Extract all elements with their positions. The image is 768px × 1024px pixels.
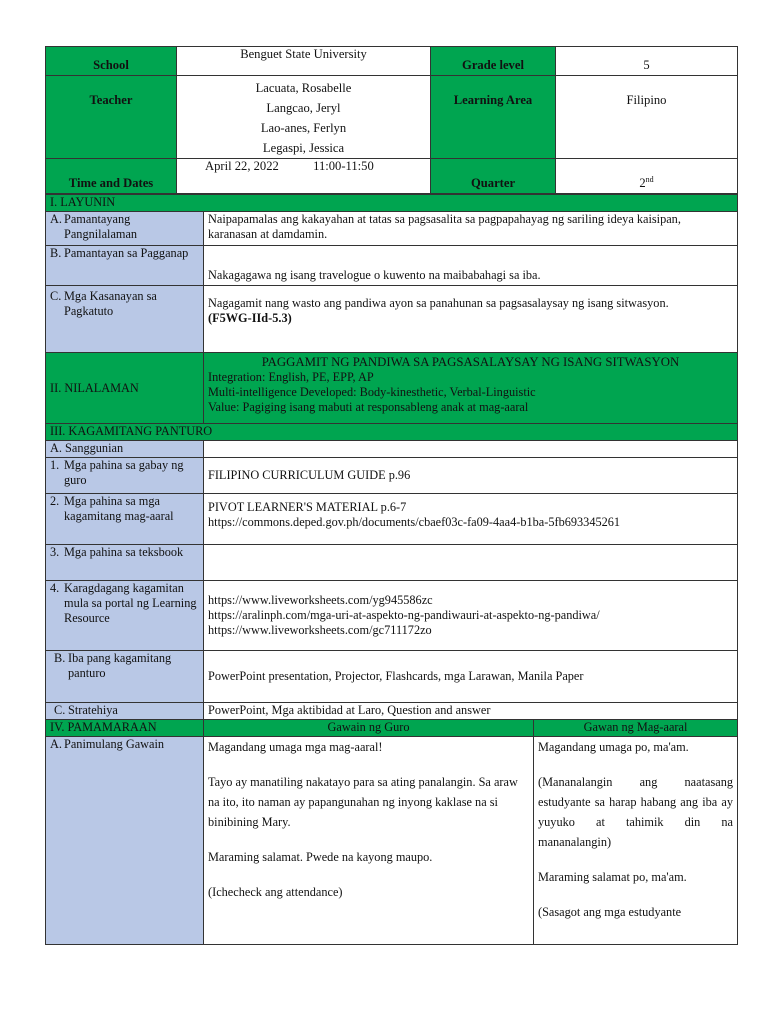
gawain-magaaral-header: Gawan ng Mag-aaral [534, 720, 738, 737]
nilalaman-content [204, 353, 738, 424]
date-value: April 22, 2022 [205, 159, 279, 173]
layunin-a-label: A. Pamantayang Pangnilalaman [46, 212, 204, 246]
teacher-name: Lacuata, Rosabelle [255, 81, 352, 95]
guro-thanks: Maraming salamat. Pwede na kayong maupo. [208, 850, 433, 864]
section-kagamitan-title: III. KAGAMITANG PANTURO [46, 424, 738, 441]
quarter-value: 2nd [556, 159, 738, 194]
quarter-label: Quarter [431, 159, 556, 194]
kagamitang-magaaral-label: 2. Mga pahina sa mga kagamitang mag-aaral [46, 494, 204, 545]
sanggunian-value [204, 441, 738, 458]
layunin-c-label: C. Mga Kasanayan sa Pagkatuto [46, 286, 204, 353]
nilalaman-value: Value: Pagiging isang mabuti at responsableng anak at mag-aaral [208, 400, 529, 414]
section-layunin-title: I. LAYUNIN [46, 195, 738, 212]
learning-area-label: Learning Area [431, 76, 556, 159]
layunin-c-code: (F5WG-IId-5.3) [208, 311, 292, 325]
nilalaman-integration: Integration: English, PE, EPP, AP [208, 370, 374, 384]
gawain-guro-cell [204, 737, 534, 945]
time-value: 11:00-11:50 [313, 159, 374, 173]
sanggunian-label: A. Sanggunian [46, 441, 204, 458]
liveworksheets-link-1[interactable]: https://www.liveworksheets.com/yg945586zc [208, 593, 433, 607]
teksbook-value [204, 545, 738, 581]
kagamitang-magaaral-cell [204, 494, 738, 545]
layunin-a-text: Naipapamalas ang kakayahan at tatas sa pagsasalita sa pagpapahayag ng sariling ideya kaisipan, karanasan at damdamin. [204, 212, 738, 246]
school-label: School [46, 47, 177, 76]
layunin-c-cell [204, 286, 738, 353]
aralinph-link[interactable]: https://aralinph.com/mga-uri-at-aspekto-ng-pandiwauri-at-aspekto-ng-pandiwa/ [208, 608, 600, 622]
teacher-name: Langcao, Jeryl [266, 101, 341, 115]
lesson-plan-document [45, 46, 737, 945]
nilalaman-multi-intelligence: Multi-intelligence Developed: Body-kinesthetic, Verbal-Linguistic [208, 385, 536, 399]
section-nilalaman-title: II. NILALAMAN [46, 353, 204, 424]
header-table [45, 46, 738, 194]
teacher-label: Teacher [46, 76, 177, 159]
section-pamamaraan-title: IV. PAMAMARAAN [46, 720, 204, 737]
liveworksheets-link-2[interactable]: https://www.liveworksheets.com/gc711172zo [208, 623, 432, 637]
guro-greeting: Magandang umaga mga mag-aaral! [208, 740, 383, 754]
time-label: Time and Dates [46, 159, 177, 194]
gabay-guro-label: 1. Mga pahina sa gabay ng guro [46, 458, 204, 494]
teksbook-label: 3. Mga pahina sa teksbook [46, 545, 204, 581]
school-value: Benguet State University [177, 47, 431, 76]
grade-label: Grade level [431, 47, 556, 76]
magaaral-attendance-response: (Sasagot ang mga estudyante [538, 905, 682, 919]
learning-resource-links [204, 581, 738, 651]
gawain-guro-header: Gawain ng Guro [204, 720, 534, 737]
magaaral-thanks: Maraming salamat po, ma'am. [538, 870, 687, 884]
gabay-guro-text: FILIPINO CURRICULUM GUIDE p.96 [204, 458, 738, 494]
date-time-value [177, 159, 431, 194]
lesson-sections-table [45, 194, 738, 945]
learning-resource-label: 4. Karagdagang kagamitan mula sa portal ng Learning Resource [46, 581, 204, 651]
teacher-name: Lao-anes, Ferlyn [260, 121, 347, 135]
guro-attendance: (Ichecheck ang attendance) [208, 885, 343, 899]
teacher-name: Legaspi, Jessica [262, 141, 345, 155]
iba-pang-kagamitan-label: B. Iba pang kagamitang panturo [46, 651, 204, 703]
teacher-list [177, 76, 431, 159]
magaaral-greeting: Magandang umaga po, ma'am. [538, 740, 689, 754]
stratehiya-label: C. Stratehiya [46, 703, 204, 720]
grade-value: 5 [556, 47, 738, 76]
learning-area-value: Filipino [556, 76, 738, 159]
panimulang-gawain-label: A. Panimulang Gawain [46, 737, 204, 945]
pivot-material-text: PIVOT LEARNER'S MATERIAL p.6-7 [208, 500, 407, 514]
deped-commons-link[interactable]: https://commons.deped.gov.ph/documents/cbaef03c-fa09-4aa4-b1ba-5fb693345261 [208, 515, 621, 529]
magaaral-prayer: (Mananalangin ang naatasang estudyante sa harap habang ang iba ay yuyuko at tahimik din na mananalangin) [538, 775, 734, 849]
layunin-b-label: B. Pamantayan sa Pagganap [46, 246, 204, 286]
stratehiya-text: PowerPoint, Mga aktibidad at Laro, Question and answer [204, 703, 738, 720]
layunin-c-text: Nagagamit nang wasto ang pandiwa ayon sa panahunan sa pagsasalaysay ng isang sitwasyon. [208, 296, 669, 310]
iba-pang-kagamitan-text: PowerPoint presentation, Projector, Flashcards, mga Larawan, Manila Paper [204, 651, 738, 703]
gawain-magaaral-cell [534, 737, 738, 945]
nilalaman-heading: PAGGAMIT NG PANDIWA SA PAGSASALAYSAY NG ISANG SITWASYON [261, 355, 680, 369]
guro-prayer-instruction: Tayo ay manatiling nakatayo para sa ating panalangin. Sa araw na ito, ito naman ay papangunahan ng inyong kaklase na si binibining Mary. [208, 775, 518, 829]
layunin-b-text: Nakagagawa ng isang travelogue o kuwento na maibabahagi sa iba. [204, 246, 738, 286]
